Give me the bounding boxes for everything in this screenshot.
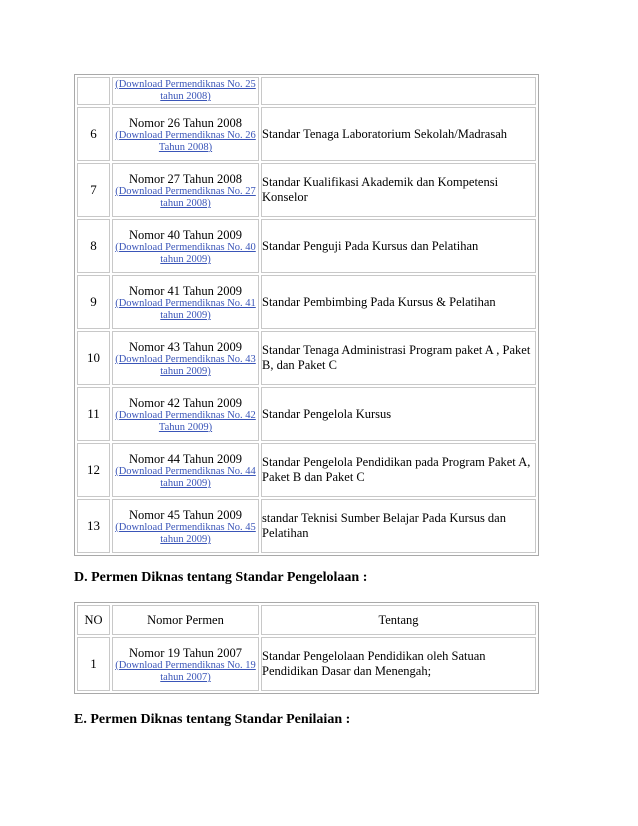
table-row [77,275,536,329]
table-row [77,107,536,161]
nomor-cell [112,77,259,105]
regulation-table [74,74,539,556]
no-cell: 11 [77,387,110,441]
download-link[interactable]: (Download Permendiknas No. 26 Tahun 2008) [115,130,256,153]
table-row [77,443,536,497]
no-cell: 7 [77,163,110,217]
nomor-text: Nomor 26 Tahun 2008 [128,116,243,130]
nomor-cell [112,219,259,273]
table-row [77,499,536,553]
download-link[interactable]: (Download Permendiknas No. 40 tahun 2009) [115,242,256,265]
tentang-cell: Standar Tenaga Laboratorium Sekolah/Madrasah [261,107,536,161]
pengelolaan-table [74,602,539,694]
nomor-text: Nomor 40 Tahun 2009 [128,228,243,242]
table-header-row [77,605,536,635]
tentang-cell: Standar Pengelola Kursus [261,387,536,441]
nomor-text: Nomor 43 Tahun 2009 [128,340,243,354]
nomor-cell [112,331,259,385]
nomor-text: Nomor 19 Tahun 2007 [128,646,243,660]
section-e-heading: E. Permen Diknas tentang Standar Penilaian : [74,712,351,727]
header-tentang: Tentang [261,605,536,635]
nomor-cell [112,163,259,217]
no-cell: 6 [77,107,110,161]
nomor-text: Nomor 27 Tahun 2008 [128,172,243,186]
download-link[interactable]: (Download Permendiknas No. 44 tahun 2009) [115,466,256,489]
download-link[interactable]: (Download Permendiknas No. 41 tahun 2009) [115,298,256,321]
tentang-cell: Standar Penguji Pada Kursus dan Pelatihan [261,219,536,273]
table-row [77,77,536,105]
nomor-text: Nomor 44 Tahun 2009 [128,452,243,466]
table-row [77,387,536,441]
no-cell: 10 [77,331,110,385]
header-nomor: Nomor Permen [112,605,259,635]
tentang-cell: Standar Pembimbing Pada Kursus & Pelatihan [261,275,536,329]
tentang-cell: Standar Kualifikasi Akademik dan Kompetensi Konselor [261,163,536,217]
download-link[interactable]: (Download Permendiknas No. 45 tahun 2009) [115,522,256,545]
download-link[interactable]: (Download Permendiknas No. 27 tahun 2008) [115,186,256,209]
table-row [77,637,536,691]
tentang-cell: Standar Pengelola Pendidikan pada Program Paket A, Paket B dan Paket C [261,443,536,497]
no-cell: 8 [77,219,110,273]
tentang-cell [261,77,536,105]
download-link[interactable]: (Download Permendiknas No. 43 tahun 2009) [115,354,256,377]
no-cell: 12 [77,443,110,497]
no-cell [77,77,110,105]
tentang-cell: Standar Pengelolaan Pendidikan oleh Satuan Pendidikan Dasar dan Menengah; [261,637,536,691]
table-row [77,331,536,385]
download-link[interactable]: (Download Permendiknas No. 25 tahun 2008) [115,79,256,102]
nomor-cell [112,443,259,497]
no-cell: 13 [77,499,110,553]
header-no: NO [77,605,110,635]
download-link[interactable]: (Download Permendiknas No. 42 Tahun 2009) [115,410,256,433]
nomor-text: Nomor 41 Tahun 2009 [128,284,243,298]
no-cell: 1 [77,637,110,691]
nomor-text: Nomor 42 Tahun 2009 [128,396,243,410]
download-link[interactable]: (Download Permendiknas No. 19 tahun 2007) [115,660,256,683]
tentang-cell: standar Teknisi Sumber Belajar Pada Kursus dan Pelatihan [261,499,536,553]
nomor-cell [112,275,259,329]
tentang-cell: Standar Tenaga Administrasi Program paket A , Paket B, dan Paket C [261,331,536,385]
table-row [77,219,536,273]
nomor-cell [112,637,259,691]
nomor-cell [112,499,259,553]
no-cell: 9 [77,275,110,329]
section-d-heading: D. Permen Diknas tentang Standar Pengelolaan : [74,570,368,585]
nomor-text: Nomor 45 Tahun 2009 [128,508,243,522]
nomor-cell [112,387,259,441]
nomor-cell [112,107,259,161]
table-row [77,163,536,217]
